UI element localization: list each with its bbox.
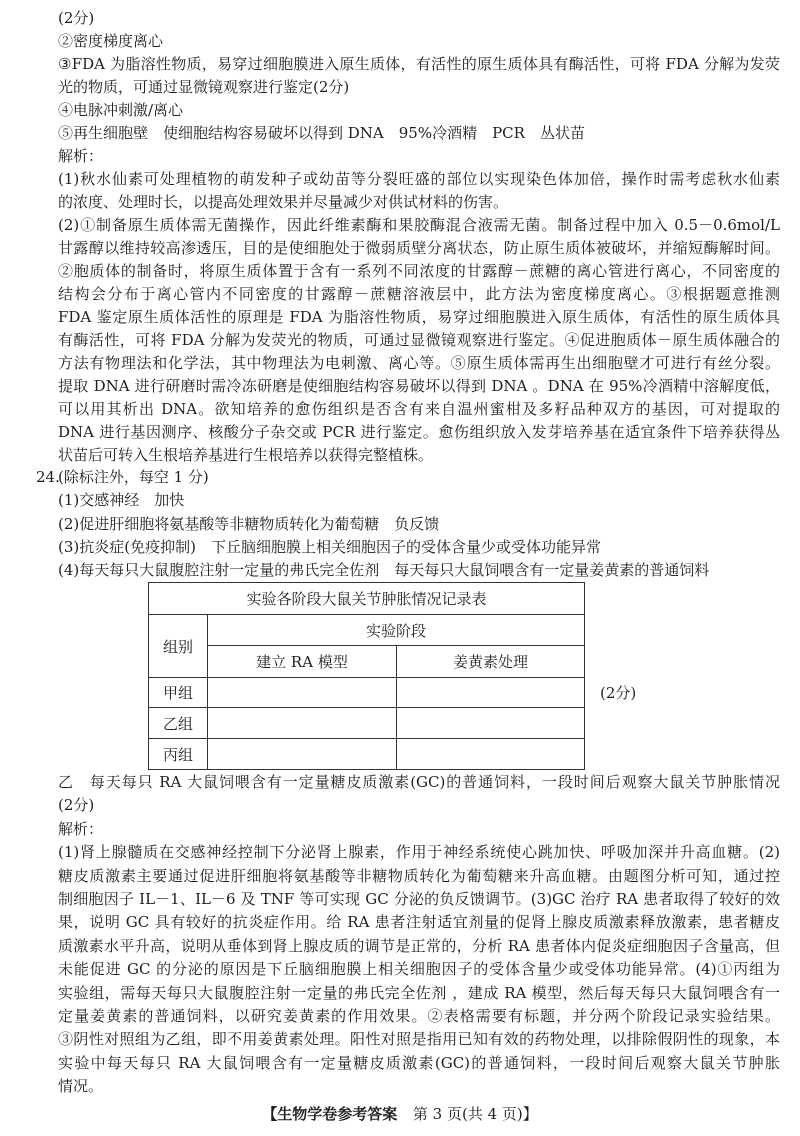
text-line: DNA 进行基因测序、核酸分子杂交或 PCR 进行鉴定。愈伤组织放入发芽培养基在适宜条件下培养获得丛 [58,423,780,441]
text-line: (2)①制备原生质体需无菌操作，因此纤维素酶和果胶酶混合液需无菌。制备过程中加入 0.5－0.6mol/L [58,216,780,234]
table-cell [397,708,585,739]
text-line: 甘露醇以维持较高渗透压，目的是使细胞处于微弱质壁分离状态，防止原生质体被破坏，并缩短酶解时间。 [58,239,780,257]
text-line: (2)促进肝细胞将氨基酸等非糖物质转化为葡萄糖 负反馈 [58,514,440,533]
text-line: 可以用其析出 DNA。欲知培养的愈伤组织是否含有来自温州蜜柑及多籽品种双方的基因，可对提取的 [58,400,780,418]
text-line: 解析： [58,819,104,838]
text-line: 结构会分布于离心管内不同密度的甘露醇－蔗糖溶液层中，此方法为密度梯度离心。③根据题意推测 [58,285,780,303]
text-line: ③阴性对照组为乙组，即不用姜黄素处理。阳性对照是指用已知有效的药物处理，以排除假阴性的现象，本 [58,1030,780,1049]
text-line: (3)抗炎症(免疫抑制) 下丘脑细胞膜上相关细胞因子的受体含量少或受体功能异常 [58,537,601,556]
text-line: (2分) [58,9,95,27]
text-line: 定量姜黄素的普通饲料，以研究姜黄素的作用效果。②表格需要有标题，并分两个阶段记录实验结果。 [58,1007,780,1025]
stage-header: 实验阶段 [208,615,585,646]
text-line: FDA 鉴定原生质体活性的原理是 FDA 为脂溶性物质，易穿过细胞膜进入原生质体，有活性的原生质体具 [58,308,780,326]
record-table [148,582,585,770]
text-line: 实验中每天每只 RA 大鼠饲喂含有一定量糖皮质激素(GC)的普通饲料，一段时间后观察大鼠关节肿胀 [58,1053,780,1072]
text-line: 未能促进 GC 的分泌的原因是下丘脑细胞膜上相关细胞因子的受体含量少或受体功能异常。(4)①丙组为 [58,960,780,979]
text-line: 制细胞因子 IL－1、IL－6 及 TNF 等可实现 GC 分泌的负反馈调节。(3)GC 治疗 RA 患者取得了较好的效 [58,890,780,908]
text-line: 情况。 [58,1077,104,1096]
table-cell [397,678,585,708]
table-score: (2分) [600,684,637,702]
text-line: ③FDA 为脂溶性物质，易穿过细胞膜进入原生质体，有活性的原生质体具有酶活性，可将 FDA 分解为发荧 [58,55,780,73]
text-line: 光的物质，可通过显微镜观察进行鉴定(2分) [58,78,350,96]
group-header: 组别 [149,615,208,678]
text-line: ⑤再生细胞壁 使细胞结构容易破坏以得到 DNA 95%冷酒精 PCR 丛状苗 [58,124,585,142]
text-line: 质激素水平升高，说明从垂体到肾上腺皮质的调节是正常的，分析 RA 患者体内促炎症细胞因子含量高，但 [58,936,780,955]
text-line: 糖皮质激素主要通过促进肝细胞将氨基酸等非糖物质转化为葡萄糖来升高血糖。由题图分析可知，通过控 [58,866,780,885]
text-line: 乙 每天每只 RA 大鼠饲喂含有一定量糖皮质激素(GC)的普通饲料，一段时间后观察大鼠关节肿胀情况 [58,773,780,791]
text-line: (1)交感神经 加快 [58,491,185,510]
group-row-label: 乙组 [149,708,208,739]
table-cell [208,708,397,739]
page-footer [0,1103,800,1124]
text-line: (1)秋水仙素可处理植物的萌发种子或幼苗等分裂旺盛的部位以实现染色体加倍，操作时需考虑秋水仙素 [58,170,780,188]
table-cell [208,678,397,708]
stage-curcumin: 姜黄素处理 [397,646,585,678]
text-line: 方法有物理法和化学法，其中物理法为电刺激、离心等。⑤原生质体需再生出细胞壁才可进行有丝分裂。 [58,354,780,372]
text-line: (除标注外，每空 1 分) [58,468,209,486]
table-cell [208,739,397,770]
text-line: ④电脉冲刺激/离心 [58,101,184,119]
text-line: (2分) [58,796,95,815]
text-line: 提取 DNA 进行研磨时需冷冻研磨是使细胞结构容易破坏以得到 DNA 。DNA 在 95%冷酒精中溶解度低， [58,377,780,395]
text-line: ②胞质体的制备时，将原生质体置于含有一系列不同浓度的甘露醇－蔗糖的离心管进行离心，不同密度的 [58,262,780,280]
footer-page-number: 第 3 页(共 4 页)】 [412,1105,538,1123]
group-row-label: 丙组 [149,739,208,770]
text-line: 解析： [58,147,104,165]
stage-model: 建立 RA 模型 [208,646,397,678]
text-line: ②密度梯度离心 [58,32,164,50]
text-line: 实验组，需每天每只大鼠腹腔注射一定量的弗氏完全佐剂 ，建成 RA 模型，然后每天每只大鼠饲喂含有一 [58,983,780,1002]
text-line: 有酶活性，可将 FDA 分解为发荧光的物质，可通过显微镜观察进行鉴定。④促进胞质体－原生质体融合的 [58,331,780,349]
text-line: (1)肾上腺髓质在交感神经控制下分泌肾上腺素，作用于神经系统使心跳加快、呼吸加深并升高血糖。(2) [58,843,780,862]
text-line: (4)每天每只大鼠腹腔注射一定量的弗氏完全佐剂 每天每只大鼠饲喂含有一定量姜黄素的普通饲料 [58,561,710,580]
group-row-label: 甲组 [149,678,208,708]
table-title: 实验各阶段大鼠关节肿胀情况记录表 [149,583,585,615]
text-line: 状苗后可转入生根培养基进行生根培养以获得完整植株。 [58,446,434,464]
table-cell [397,739,585,770]
text-line: 果，说明 GC 具有较好的抗炎症作用。给 RA 患者注射适宜剂量的促肾上腺皮质激素释放激素，患者糖皮 [58,913,780,932]
footer-title: 【生物学卷参考答案 [262,1105,398,1123]
text-line: 的浓度、处理时长，以提高处理效果并尽量减少对供试材料的伤害。 [58,193,509,211]
question-number: 24. [36,468,60,486]
